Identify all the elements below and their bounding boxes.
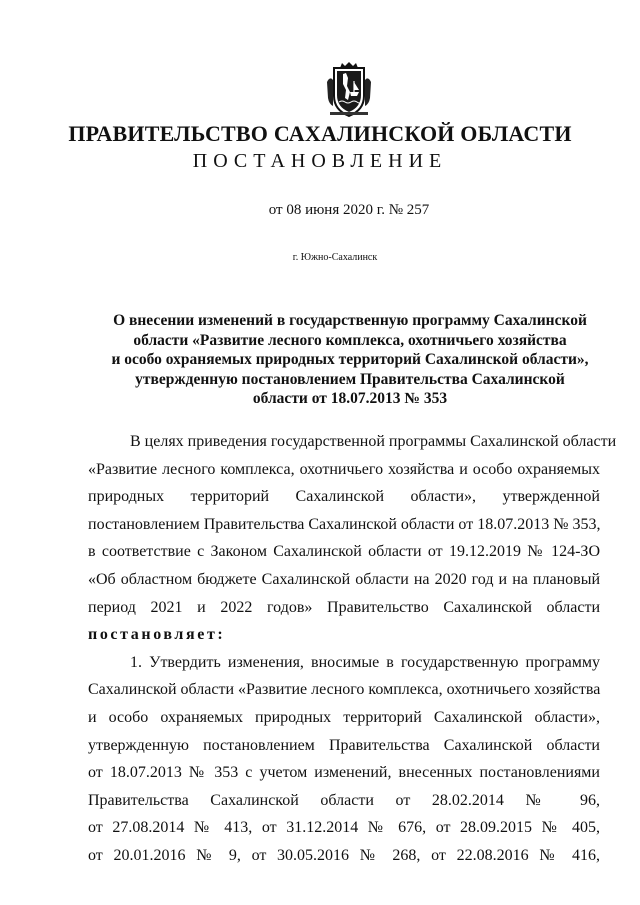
document-subject bbox=[100, 311, 600, 409]
subject-line: области от 18.07.2013 № 353 bbox=[252, 390, 448, 407]
resolves-line bbox=[88, 621, 600, 649]
item1-line: утвержденную постановлением Правительства Сахалинской области bbox=[88, 736, 600, 754]
item1-line: 1. Утвердить изменения, вносимые в государственную программу bbox=[130, 653, 600, 671]
subject-line: утвержденную постановлением Правительства Сахалинской bbox=[135, 370, 565, 388]
government-title: ПРАВИТЕЛЬСТВО САХАЛИНСКОЙ ОБЛАСТИ bbox=[68, 121, 572, 146]
document-date-number: от 08 июня 2020 г. № 257 bbox=[268, 202, 430, 218]
item1-line: Сахалинской области «Развитие лесного комплекса, охотничьего хозяйства bbox=[88, 681, 601, 699]
document-type: ПОСТАНОВЛЕНИЕ bbox=[192, 150, 448, 172]
preamble-line: В целях приведения государственной программы Сахалинской области bbox=[130, 433, 617, 450]
resolves-word: постановляет: bbox=[88, 626, 226, 644]
subject-line: области «Развитие лесного комплекса, охотничьего хозяйства bbox=[133, 331, 567, 349]
item1-line: Правительства Сахалинской области от 28.02.2014 № 96, bbox=[88, 791, 600, 809]
sakhalin-coat-of-arms-icon bbox=[326, 62, 372, 118]
item1-line: от 20.01.2016 № 9, от 30.05.2016 № 268, от 22.08.2016 № 416, bbox=[88, 846, 600, 864]
item1-line: от 27.08.2014 № 413, от 31.12.2014 № 676, от 28.09.2015 № 405, bbox=[88, 819, 600, 837]
preamble-line: «Развитие лесного комплекса, охотничьего хозяйства и особо охраняемых bbox=[88, 460, 600, 478]
document-body bbox=[88, 428, 617, 870]
preamble-line: «Об областном бюджете Сахалинской области на 2020 год и на плановый bbox=[88, 570, 600, 588]
subject-line: и особо охраняемых природных территорий Сахалинской области», bbox=[111, 351, 589, 368]
subject-line: О внесении изменений в государственную программу Сахалинской bbox=[113, 312, 587, 329]
item1-line: и особо охраняемых природных территорий Сахалинской области», bbox=[88, 708, 600, 726]
document-city: г. Южно-Сахалинск bbox=[292, 252, 378, 263]
preamble-line: постановлением Правительства Сахалинской области от 18.07.2013 № 353, bbox=[88, 515, 601, 533]
preamble-line: период 2021 и 2022 годов» Правительство Сахалинской области bbox=[88, 598, 600, 616]
item1-line: от 18.07.2013 № 353 с учетом изменений, внесенных постановлениями bbox=[88, 764, 600, 782]
preamble-line: в соответствие с Законом Сахалинской области от 19.12.2019 № 124-ЗО bbox=[88, 543, 600, 561]
preamble-line: природных территорий Сахалинской области», утвержденной bbox=[88, 488, 600, 506]
